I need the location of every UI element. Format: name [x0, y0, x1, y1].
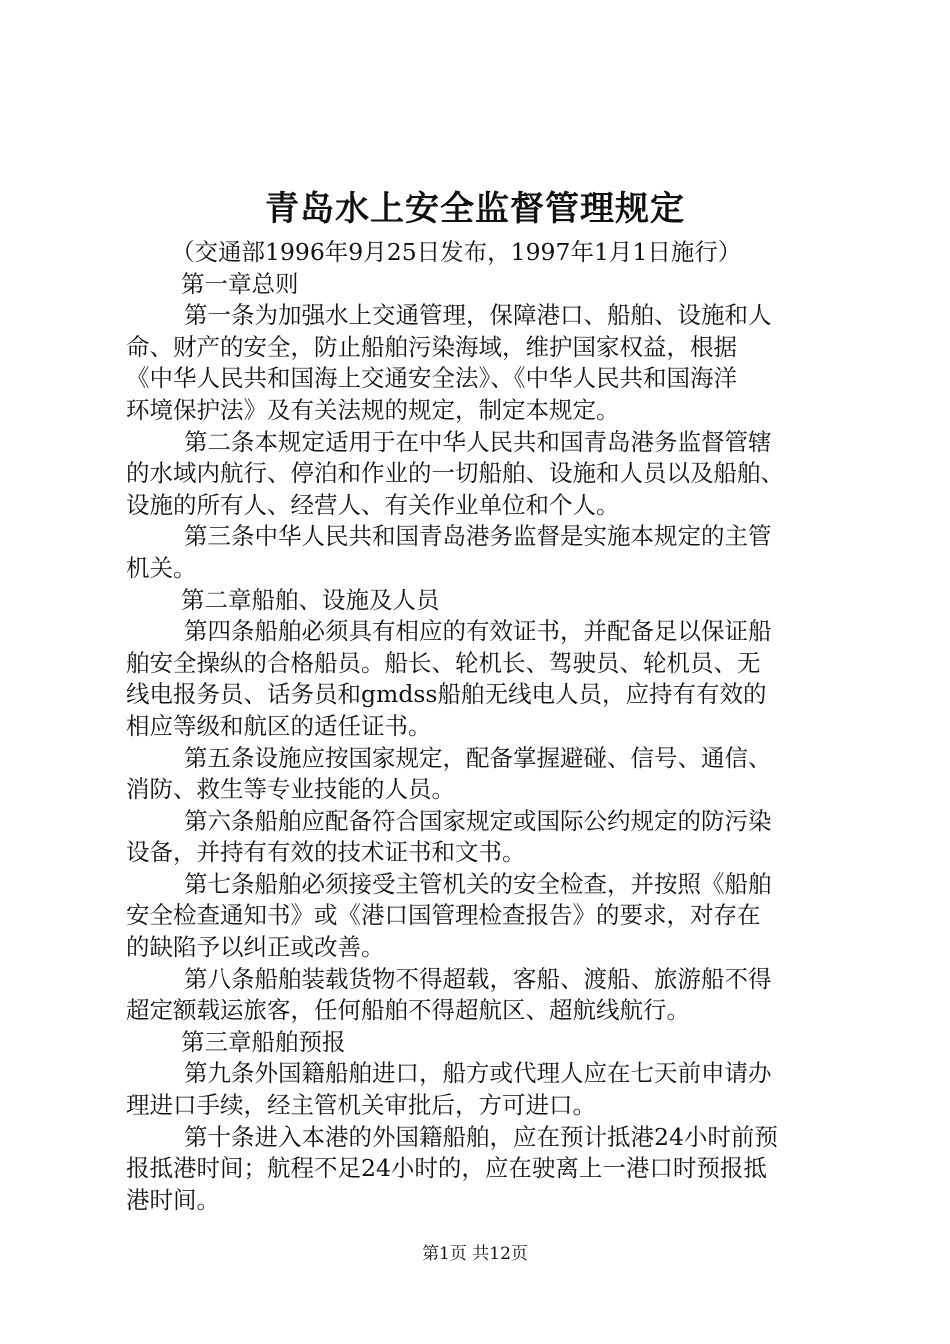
article-line: 相应等级和航区的适任证书。	[126, 711, 432, 740]
document-title: 青岛水上安全监督管理规定	[265, 189, 685, 229]
chapter-heading: 第一章总则	[181, 269, 299, 298]
article-first-line: 第九条外国籍船舶进口，船方或代理人应在七天前申请办	[184, 1059, 772, 1088]
article-first-line: 第三条中华人民共和国青岛港务监督是实施本规定的主管	[184, 522, 772, 551]
article-line: 设备，并持有有效的技术证书和文书。	[126, 838, 526, 867]
article-line: 消防、救生等专业技能的人员。	[126, 775, 455, 804]
article-line: 安全检查通知书》或《港口国管理检查报告》的要求，对存在	[126, 901, 761, 930]
publication-note: （交通部1996年9月25日发布，1997年1月1日施行）	[171, 238, 742, 266]
page-footer: 第1页 共12页	[422, 1244, 528, 1264]
article-line: 的水域内航行、停泊和作业的一切船舶、设施和人员以及船舶、	[126, 459, 784, 488]
article-first-line: 第七条船舶必须接受主管机关的安全检查，并按照《船舶	[184, 869, 772, 898]
article-line: 线电报务员、话务员和gmdss船舶无线电人员，应持有有效的	[126, 680, 767, 709]
article-first-line: 第八条船舶装载货物不得超载，客船、渡船、旅游船不得	[184, 964, 772, 993]
article-line: 报抵港时间；航程不足24小时的，应在驶离上一港口时预报抵	[126, 1154, 767, 1183]
chapter-heading: 第三章船舶预报	[181, 1027, 346, 1056]
article-first-line: 第五条设施应按国家规定，配备掌握避碰、信号、通信、	[184, 743, 772, 772]
article-line: 命、财产的安全，防止船舶污染海域，维护国家权益，根据	[126, 332, 737, 361]
document-body	[126, 237, 838, 1216]
article-line: 理进口手续，经主管机关审批后，方可进口。	[126, 1091, 596, 1120]
article-line: 《中华人民共和国海上交通安全法》、《中华人民共和国海洋	[126, 364, 737, 393]
article-first-line: 第一条为加强水上交通管理，保障港口、船舶、设施和人	[184, 301, 772, 330]
article-line: 的缺陷予以纠正或改善。	[126, 933, 385, 962]
article-first-line: 第十条进入本港的外国籍船舶，应在预计抵港24小时前预	[184, 1122, 778, 1151]
article-line: 超定额载运旅客，任何船舶不得超航区、超航线航行。	[126, 996, 690, 1025]
article-line: 港时间。	[126, 1185, 220, 1214]
article-first-line: 第四条船舶必须具有相应的有效证书，并配备足以保证船	[184, 617, 772, 646]
article-line: 机关。	[126, 553, 197, 582]
chapter-heading: 第二章船舶、设施及人员	[181, 585, 440, 614]
article-first-line: 第二条本规定适用于在中华人民共和国青岛港务监督管辖	[184, 427, 772, 456]
article-line: 设施的所有人、经营人、有关作业单位和个人。	[126, 490, 620, 519]
article-line: 环境保护法》及有关法规的规定，制定本规定。	[126, 395, 620, 424]
article-line: 舶安全操纵的合格船员。船长、轮机长、驾驶员、轮机员、无	[126, 648, 761, 677]
article-first-line: 第六条船舶应配备符合国家规定或国际公约规定的防污染	[184, 806, 772, 835]
